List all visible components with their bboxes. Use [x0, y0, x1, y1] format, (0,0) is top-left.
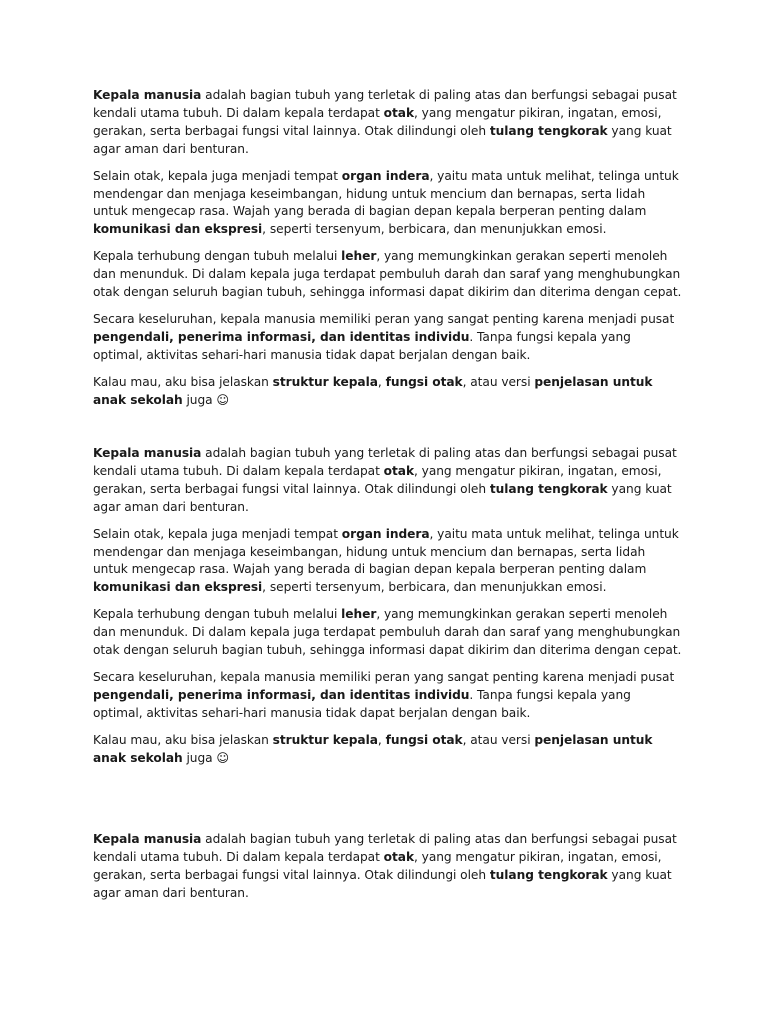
- paragraph: [93, 311, 683, 365]
- paragraph: [93, 168, 683, 240]
- text-block-2: [93, 445, 683, 777]
- text-run: , seperti tersenyum, berbicara, dan menunjukkan emosi.: [262, 222, 607, 237]
- text-run: ,: [377, 374, 386, 389]
- text-run: , yang mengatur pikiran, ingatan, emosi, gerakan, serta berbagai fungsi vital lainnya. Otak dilindungi oleh: [93, 105, 662, 138]
- paragraph: [93, 606, 683, 660]
- bold-text-run: fungsi otak: [385, 732, 463, 747]
- text-run: Kepala terhubung dengan tubuh melalui: [93, 249, 342, 264]
- bold-text-run: Kepala manusia: [93, 88, 202, 102]
- text-run: Kalau mau, aku bisa jelaskan: [93, 732, 273, 747]
- paragraph: [93, 87, 683, 159]
- text-run: , atau versi: [462, 374, 535, 389]
- text-run: , atau versi: [462, 732, 535, 747]
- bold-text-run: otak: [383, 105, 415, 120]
- text-run: Kepala terhubung dengan tubuh melalui: [93, 607, 342, 622]
- paragraph: [93, 732, 683, 768]
- bold-text-run: komunikasi dan ekspresi: [93, 580, 263, 595]
- bold-text-run: struktur kepala: [272, 732, 378, 747]
- text-run: ,: [377, 732, 386, 747]
- text-run: juga ☺: [182, 750, 230, 765]
- paragraph: [93, 374, 683, 410]
- bold-text-run: tulang tengkorak: [489, 123, 608, 138]
- text-run: juga ☺: [182, 392, 230, 407]
- bold-text-run: komunikasi dan ekspresi: [93, 222, 263, 237]
- text-run: Kalau mau, aku bisa jelaskan: [93, 374, 273, 389]
- text-run: , yang memungkinkan gerakan seperti menoleh dan menunduk. Di dalam kepala juga terdapat pembuluh darah dan saraf yang menghubungkan otak dengan seluruh bagian tubuh, sehingga informasi dapat dikirim dan diterima dengan cepat.: [93, 249, 682, 300]
- paragraph: [93, 445, 683, 517]
- text-run: , yang mengatur pikiran, ingatan, emosi, gerakan, serta berbagai fungsi vital lainnya. Otak dilindungi oleh: [93, 463, 662, 496]
- text-run: adalah bagian tubuh yang terletak di paling atas dan berfungsi sebagai pusat kendali utama tubuh. Di dalam kepala terdapat: [93, 832, 677, 864]
- bold-text-run: Kepala manusia: [93, 832, 202, 846]
- paragraph: [93, 526, 683, 598]
- bold-text-run: tulang tengkorak: [489, 481, 608, 496]
- text-run: . Tanpa fungsi kepala yang optimal, aktivitas sehari-hari manusia tidak dapat berjalan dengan baik.: [93, 687, 631, 720]
- text-run: Secara keseluruhan, kepala manusia memiliki peran yang sangat penting karena menjadi pusat: [93, 311, 675, 326]
- bold-text-run: otak: [383, 849, 415, 864]
- bold-text-run: otak: [383, 463, 415, 478]
- text-run: Selain otak, kepala juga menjadi tempat: [93, 168, 342, 183]
- text-run: adalah bagian tubuh yang terletak di paling atas dan berfungsi sebagai pusat kendali utama tubuh. Di dalam kepala terdapat: [93, 88, 677, 120]
- bold-text-run: leher: [341, 607, 377, 622]
- bold-text-run: organ indera: [341, 526, 430, 541]
- text-run: adalah bagian tubuh yang terletak di paling atas dan berfungsi sebagai pusat kendali utama tubuh. Di dalam kepala terdapat: [93, 446, 677, 478]
- text-run: , yaitu mata untuk melihat, telinga untuk mendengar dan menjaga keseimbangan, hidung untuk mencium dan bernapas, serta lidah untuk mengecap rasa. Wajah yang berada di bagian depan kepala berperan penting dalam: [93, 526, 679, 577]
- text-run: yang kuat agar aman dari benturan.: [93, 481, 672, 514]
- text-run: , yang memungkinkan gerakan seperti menoleh dan menunduk. Di dalam kepala juga terdapat pembuluh darah dan saraf yang menghubungkan otak dengan seluruh bagian tubuh, sehingga informasi dapat dikirim dan diterima dengan cepat.: [93, 607, 682, 658]
- bold-text-run: struktur kepala: [272, 374, 378, 389]
- text-block-3: [93, 831, 683, 912]
- text-run: yang kuat agar aman dari benturan.: [93, 123, 672, 156]
- text-run: , yang mengatur pikiran, ingatan, emosi, gerakan, serta berbagai fungsi vital lainnya. Otak dilindungi oleh: [93, 849, 662, 882]
- bold-text-run: penjelasan untuk anak sekolah: [93, 374, 653, 407]
- bold-text-run: organ indera: [341, 168, 430, 183]
- text-run: Secara keseluruhan, kepala manusia memiliki peran yang sangat penting karena menjadi pusat: [93, 669, 675, 684]
- text-run: , yaitu mata untuk melihat, telinga untuk mendengar dan menjaga keseimbangan, hidung untuk mencium dan bernapas, serta lidah untuk mengecap rasa. Wajah yang berada di bagian depan kepala berperan penting dalam: [93, 168, 679, 219]
- text-block-1: [93, 87, 683, 419]
- bold-text-run: leher: [341, 249, 377, 264]
- paragraph: [93, 831, 683, 903]
- bold-text-run: Kepala manusia: [93, 446, 202, 460]
- bold-text-run: pengendali, penerima informasi, dan identitas individu: [93, 329, 470, 344]
- text-run: , seperti tersenyum, berbicara, dan menunjukkan emosi.: [262, 580, 607, 595]
- paragraph: [93, 669, 683, 723]
- bold-text-run: penjelasan untuk anak sekolah: [93, 732, 653, 765]
- text-run: . Tanpa fungsi kepala yang optimal, aktivitas sehari-hari manusia tidak dapat berjalan dengan baik.: [93, 329, 631, 362]
- bold-text-run: fungsi otak: [385, 374, 463, 389]
- bold-text-run: tulang tengkorak: [489, 867, 608, 882]
- paragraph: [93, 248, 683, 302]
- text-run: yang kuat agar aman dari benturan.: [93, 867, 672, 900]
- bold-text-run: pengendali, penerima informasi, dan identitas individu: [93, 687, 470, 702]
- text-run: Selain otak, kepala juga menjadi tempat: [93, 526, 342, 541]
